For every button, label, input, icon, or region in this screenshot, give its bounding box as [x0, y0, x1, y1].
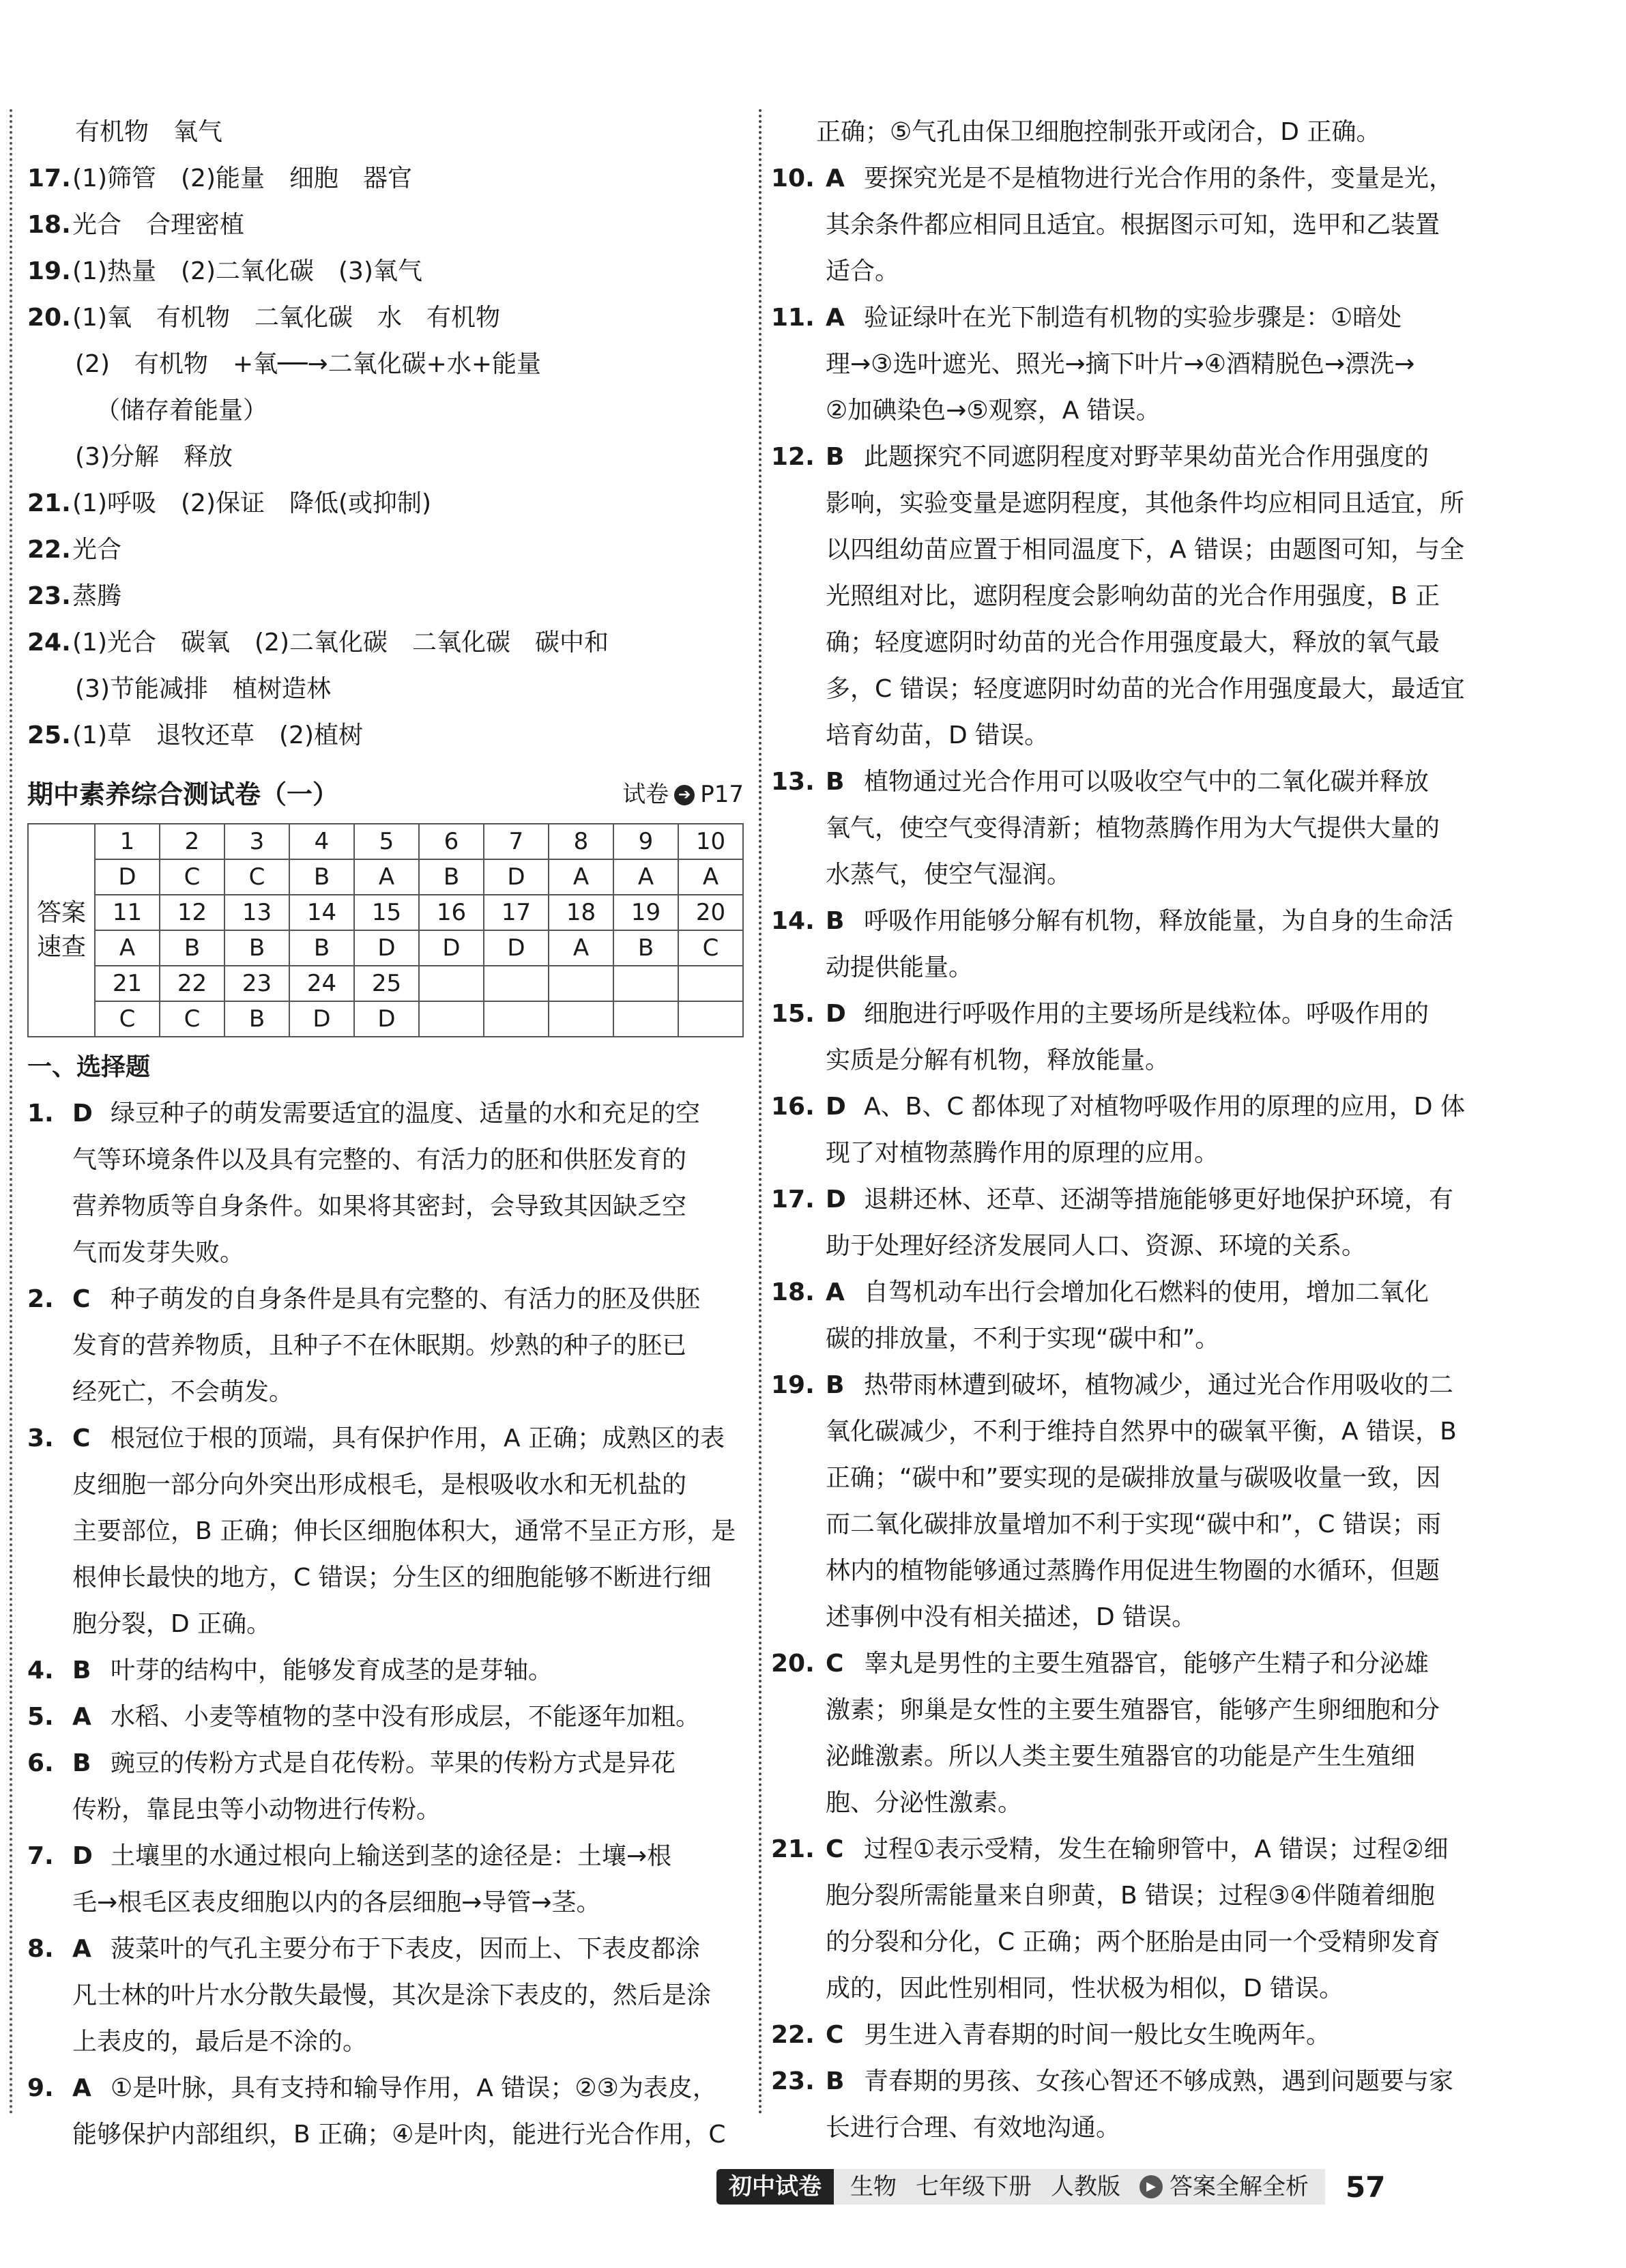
answer-table-cell: 2: [160, 824, 224, 859]
answer-table-row: [28, 966, 743, 1001]
continued-answer-16: 有机物 氧气: [75, 118, 223, 146]
footer-subject: 生物: [850, 2173, 897, 2200]
answer-table-cell: 7: [484, 824, 549, 859]
answer-table-cell: 13: [224, 895, 289, 930]
answer-table-row: [28, 1001, 743, 1037]
answer-letter: C: [72, 1285, 91, 1313]
answer-table-row: [28, 895, 743, 930]
answer-table-cell: B: [160, 930, 224, 966]
answer-letter: A: [72, 2074, 91, 2102]
answer-letter: B: [72, 1656, 91, 1684]
answer-table-cell: D: [484, 859, 549, 895]
question-number: 2.: [27, 1285, 54, 1313]
answer-table-cell: C: [160, 1001, 224, 1037]
answer-table-cell: 18: [549, 895, 613, 930]
answer-letter: C: [826, 2021, 844, 2049]
explanation-continued-line: 泌雌激素。所以人类主要生殖器官的功能是产生生殖细: [826, 1742, 1416, 1770]
answer-21: 21.(1)呼吸 (2)保证 降低(或抑制): [27, 489, 432, 517]
column-divider: [759, 109, 761, 2116]
explanation-item: [771, 991, 1487, 1084]
explanation-continued-line: 毛→根毛区表皮细胞以内的各层细胞→导管→茎。: [72, 1889, 601, 1917]
explanation-continued-line: 根伸长最快的地方，C 错误；分生区的细胞能够不断进行细: [72, 1564, 712, 1592]
explanation-continued-line: 多，C 错误；轻度遮阴时幼苗的光合作用强度最大，最适宜: [826, 675, 1465, 703]
explanation-item: [27, 1926, 744, 2065]
explanation-first-line: [27, 1276, 744, 1323]
answer-table-cell: A: [613, 859, 678, 895]
answer-table-cell: B: [613, 930, 678, 966]
question-number: 22.: [771, 2021, 815, 2049]
answer-letter: A: [826, 1278, 845, 1306]
answer-table-cell: A: [354, 859, 419, 895]
question-number: 8.: [27, 1935, 54, 1963]
explanation-first-line: [771, 898, 1487, 945]
answer-table-cell: B: [419, 859, 484, 895]
explanation-text: 根冠位于根的顶端，具有保护作用，A 正确；成熟区的表: [111, 1424, 725, 1452]
explanation-item: [771, 1826, 1487, 2012]
answer-letter: B: [826, 443, 845, 471]
question-number: 12.: [771, 443, 815, 471]
answer-table-row: [28, 930, 743, 966]
question-number: 1.: [27, 1100, 54, 1128]
explanation-text: 绿豆种子的萌发需要适宜的温度、适量的水和充足的空: [111, 1100, 701, 1128]
answer-20-note: （储存着能量）: [96, 397, 268, 425]
explanation-text: 叶芽的结构中，能够发育成茎的是芽轴。: [111, 1656, 553, 1684]
answer-table-cell: A: [549, 859, 613, 895]
answer-table-side-label: 答案 速查: [28, 824, 95, 1037]
explanation-continued-line: 能够保护内部组织，B 正确；④是叶肉，能进行光合作用，C: [72, 2121, 726, 2149]
explanation-continued-line: 的分裂和分化，C 正确；两个胚胎是由同一个受精卵发育: [826, 1928, 1440, 1956]
explanation-continued-line: 影响，实验变量是遮阴程度，其他条件均应相同且适宜，所: [826, 489, 1465, 517]
answer-table-cell: C: [95, 1001, 160, 1037]
explanation-text: ①是叶脉，具有支持和输导作用，A 错误；②③为表皮，: [111, 2074, 717, 2102]
explanation-continued-line: 激素；卵巢是女性的主要生殖器官，能够产生卵细胞和分: [826, 1696, 1440, 1724]
answer-table-cell: [484, 966, 549, 1001]
explanation-first-line: [27, 1416, 744, 1462]
explanation-first-line: [771, 1269, 1487, 1316]
answer-table-cell: D: [419, 930, 484, 966]
explanation-text: 豌豆的传粉方式是自花传粉。苹果的传粉方式是异花: [111, 1749, 676, 1777]
explanation-continued-line: 碳的排放量，不利于实现“碳中和”。: [826, 1325, 1220, 1353]
answer-table-cell: 22: [160, 966, 224, 1001]
explanation-continued-line: 其余条件都应相同且适宜。根据图示可知，选甲和乙装置: [826, 211, 1440, 239]
explanation-first-line: [771, 1362, 1487, 1409]
answer-table-cell: 21: [95, 966, 160, 1001]
explanation-text: 呼吸作用能够分解有机物，释放能量，为自身的生命活: [864, 907, 1454, 935]
explanation-continued-line: 现了对植物蒸腾作用的原理的应用。: [826, 1139, 1219, 1167]
explanation-first-line: [771, 991, 1487, 1037]
explanation-item: [771, 1641, 1487, 1826]
explanation-continued-line: 传粉，靠昆虫等小动物进行传粉。: [72, 1796, 441, 1824]
explanation-continued-line: 上表皮的，最后是不涂的。: [72, 2028, 368, 2056]
footer-edition: 人教版: [1051, 2173, 1120, 2200]
explanation-text: 验证绿叶在光下制造有机物的实验步骤是：①暗处: [864, 304, 1402, 332]
explanation-continued-line: 长进行合理、有效地沟通。: [826, 2114, 1121, 2142]
answer-table-cell: 10: [678, 824, 743, 859]
answer-table-cell: 23: [224, 966, 289, 1001]
answer-table-cell: B: [289, 930, 354, 966]
explanation-continued-line: 培育幼苗，D 错误。: [826, 721, 1049, 749]
question-number: 21.: [771, 1835, 815, 1863]
answer-table-cell: C: [224, 859, 289, 895]
explanation-first-line: [27, 1648, 744, 1694]
explanation-first-line: [771, 1084, 1487, 1130]
section-title: 期中素养综合测试卷（一）: [27, 779, 339, 809]
binding-edge-dots: [10, 109, 12, 2116]
answer-table-cell: 3: [224, 824, 289, 859]
explanation-continued-line: 氧气，使空气变得清新；植物蒸腾作用为大气提供大量的: [826, 814, 1440, 842]
answer-table-cell: 5: [354, 824, 419, 859]
question-number: 11.: [771, 304, 815, 332]
answer-table-cell: 20: [678, 895, 743, 930]
answer-17: 17.(1)筛管 (2)能量 细胞 器官: [27, 164, 412, 192]
answer-letter: A: [72, 1703, 91, 1731]
arrow-right-icon: ➔: [674, 785, 695, 805]
question-number: 4.: [27, 1656, 54, 1684]
answer-table-cell: 11: [95, 895, 160, 930]
page-footer: [716, 2169, 1385, 2205]
answer-table-cell: B: [289, 859, 354, 895]
explanation-continued-line: 气等环境条件以及具有完整的、有活力的胚和供胚发育的: [72, 1146, 687, 1174]
explanation-text: 土壤里的水通过根向上输送到茎的途径是：土壤→根: [111, 1842, 672, 1870]
answer-table-cell: A: [678, 859, 743, 895]
answer-table-cell: 25: [354, 966, 419, 1001]
question-number: 9.: [27, 2074, 54, 2102]
explanation-first-line: [771, 295, 1487, 341]
answer-table-cell: B: [224, 1001, 289, 1037]
explanation-continued-line: 凡士林的叶片水分散失最慢，其次是涂下表皮的，然后是涂: [72, 1981, 712, 2009]
question-number: 19.: [771, 1371, 815, 1399]
answer-letter: D: [72, 1842, 93, 1870]
answer-table-row: [28, 824, 743, 859]
explanation-first-line: [27, 1926, 744, 1972]
answer-letter: C: [826, 1650, 844, 1678]
subhead-choice-questions: 一、选择题: [27, 1053, 151, 1081]
explanation-text: A、B、C 都体现了对植物呼吸作用的原理的应用，D 体: [864, 1093, 1466, 1121]
explanation-continued-line: 动提供能量。: [826, 953, 974, 981]
explanation-continued-line: 氧化碳减少，不利于维持自然界中的碳氧平衡，A 错误，B: [826, 1418, 1457, 1446]
explanation-first-line: [27, 1694, 744, 1740]
explanation-continued-line: 确；轻度遮阴时幼苗的光合作用强度最大，释放的氧气最: [826, 629, 1440, 657]
answer-20-part3: (3)分解 释放: [75, 443, 233, 471]
footer-info: [834, 2169, 1325, 2205]
answer-letter: B: [826, 907, 845, 935]
explanation-continued-line: 正确；“碳中和”要实现的是碳排放量与碳吸收量一致，因: [826, 1464, 1441, 1492]
explanation-item: [771, 1177, 1487, 1269]
explanation-continued-line: 林内的植物能够通过蒸腾作用促进生物圈的水循环，但题: [826, 1557, 1440, 1585]
answer-letter: B: [826, 1371, 845, 1399]
question-number: 20.: [771, 1650, 815, 1678]
answer-table-cell: D: [95, 859, 160, 895]
answer-letter: D: [826, 1093, 846, 1121]
explanation-continued-line: 气而发芽失败。: [72, 1239, 245, 1267]
answer-letter: A: [826, 304, 845, 332]
explanation-text: 种子萌发的自身条件是具有完整的、有活力的胚及供胚: [111, 1285, 701, 1313]
explanation-first-line: [771, 2058, 1487, 2105]
explanation-continued-line: 实质是分解有机物，释放能量。: [826, 1046, 1170, 1074]
explanation-continued-line: 营养物质等自身条件。如果将其密封，会导致其因缺乏空: [72, 1192, 687, 1220]
question-number: 3.: [27, 1424, 54, 1452]
answer-table-cell: 16: [419, 895, 484, 930]
question-number: 23.: [771, 2067, 815, 2095]
explanation-text: 男生进入青春期的时间一般比女生晚两年。: [864, 2021, 1331, 2049]
explanation-item: [27, 2065, 744, 2158]
explanation-item: [771, 2012, 1487, 2058]
question-number: 15.: [771, 1000, 815, 1028]
answer-letter: B: [72, 1749, 91, 1777]
answer-table-cell: 4: [289, 824, 354, 859]
explanation-continued-line: 主要部位，B 正确；伸长区细胞体积大，通常不呈正方形，是: [72, 1517, 736, 1545]
explanation-first-line: [27, 1833, 744, 1880]
answer-20: 20.(1)氧 有机物 二氧化碳 水 有机物: [27, 304, 500, 332]
question-number: 14.: [771, 907, 815, 935]
explanation-item: [771, 759, 1487, 898]
answer-table-row: [28, 859, 743, 895]
explanation-item: [27, 1648, 744, 1694]
explanation-continued-line: 成的，因此性别相同，性状极为相似，D 错误。: [826, 1975, 1344, 2003]
answer-table-cell: 1: [95, 824, 160, 859]
explanation-text: 热带雨林遭到破坏，植物减少，通过光合作用吸收的二: [864, 1371, 1454, 1399]
answer-table-cell: A: [95, 930, 160, 966]
answer-table-cell: [678, 1001, 743, 1037]
question-number: 13.: [771, 768, 815, 796]
question-number: 17.: [771, 1186, 815, 1214]
question-number: 10.: [771, 164, 815, 192]
explanation-first-line: [771, 434, 1487, 480]
answer-23: 23.蒸腾: [27, 582, 122, 610]
section-header: [27, 763, 744, 820]
explanation-continued-line: 水蒸气，使空气湿润。: [826, 861, 1072, 889]
explanation-continued-line: 胞分裂所需能量来自卵黄，B 错误；过程③④伴随着细胞: [826, 1882, 1435, 1910]
answer-table-cell: [549, 1001, 613, 1037]
answer-letter: C: [826, 1835, 844, 1863]
explanation-text: 睾丸是男性的主要生殖器官，能够产生精子和分泌雄: [864, 1650, 1429, 1678]
explanation-first-line: [771, 1826, 1487, 1873]
explanation-text: 水稻、小麦等植物的茎中没有形成层，不能逐年加粗。: [111, 1703, 701, 1731]
answer-22: 22.光合: [27, 536, 122, 564]
explanation-item: [27, 1740, 744, 1833]
answer-24-part3: (3)节能减排 植树造林: [75, 675, 331, 703]
answer-table-cell: D: [289, 1001, 354, 1037]
answer-table-cell: 15: [354, 895, 419, 930]
explanation-text: 过程①表示受精，发生在输卵管中，A 错误；过程②细: [864, 1835, 1449, 1863]
answer-table-cell: [419, 1001, 484, 1037]
answer-letter: D: [826, 1186, 846, 1214]
explanation-first-line: [771, 2012, 1487, 2058]
explanation-text: 此题探究不同遮阴程度对野苹果幼苗光合作用强度的: [864, 443, 1429, 471]
answer-24: 24.(1)光合 碳氧 (2)二氧化碳 二氧化碳 碳中和: [27, 629, 609, 657]
explanation-item: [771, 1084, 1487, 1177]
explanation-continued-line: 胞、分泌性激素。: [826, 1789, 1023, 1817]
footer-grade: 七年级下册: [916, 2173, 1032, 2200]
explanation-continued-line: 发育的营养物质，且种子不在休眠期。炒熟的种子的胚已: [72, 1332, 687, 1360]
explanation-continued-line: 助于处理好经济发展同人口、资源、环境的关系。: [826, 1232, 1367, 1260]
answer-table-cell: [613, 1001, 678, 1037]
answer-table-cell: [419, 966, 484, 1001]
explanation-first-line: [771, 1177, 1487, 1223]
explanation-first-line: [27, 1091, 744, 1137]
explanation-continued-line: 胞分裂，D 正确。: [72, 1610, 272, 1638]
answer-table-cell: 8: [549, 824, 613, 859]
continued-answer-9: 正确；⑤气孔由保卫细胞控制张开或闭合，D 正确。: [816, 118, 1381, 146]
answer-quick-table: [27, 823, 744, 1037]
answer-25: 25.(1)草 退牧还草 (2)植树: [27, 721, 363, 749]
answer-table-cell: [549, 966, 613, 1001]
answer-table-cell: D: [354, 930, 419, 966]
explanation-continued-line: 经死亡，不会萌发。: [72, 1378, 294, 1406]
answer-table-cell: 6: [419, 824, 484, 859]
answer-letter: B: [826, 2067, 845, 2095]
right-entries: [771, 156, 1487, 2151]
answer-table-cell: 17: [484, 895, 549, 930]
explanation-continued-line: ②加碘染色→⑤观察，A 错误。: [826, 397, 1161, 425]
explanation-continued-line: 以四组幼苗应置于相同温度下，A 错误；由题图可知，与全: [826, 536, 1465, 564]
explanation-first-line: [771, 759, 1487, 805]
left-column: [27, 109, 744, 2158]
answer-18: 18.光合 合理密植: [27, 211, 245, 239]
explanation-continued-line: 理→③选叶遮光、照光→摘下叶片→④酒精脱色→漂洗→: [826, 350, 1415, 378]
question-number: 18.: [771, 1278, 815, 1306]
answer-table-cell: C: [160, 859, 224, 895]
answer-table-cell: 9: [613, 824, 678, 859]
page-number: 57: [1346, 2170, 1386, 2204]
answer-19: 19.(1)热量 (2)二氧化碳 (3)氧气: [27, 257, 422, 285]
explanation-item: [771, 1269, 1487, 1362]
answer-table-cell: 19: [613, 895, 678, 930]
explanation-item: [27, 1416, 744, 1648]
question-number: 5.: [27, 1703, 54, 1731]
explanation-text: 细胞进行呼吸作用的主要场所是线粒体。呼吸作用的: [864, 1000, 1429, 1028]
explanation-continued-line: 光照组对比，遮阴程度会影响幼苗的光合作用强度，B 正: [826, 582, 1440, 610]
explanation-first-line: [27, 1740, 744, 1787]
answer-letter: D: [826, 1000, 846, 1028]
answer-letter: B: [826, 768, 845, 796]
explanation-text: 植物通过光合作用可以吸收空气中的二氧化碳并释放: [864, 768, 1429, 796]
explanation-text: 青春期的男孩、女孩心智还不够成熟，遇到问题要与家: [864, 2067, 1454, 2095]
answer-table-cell: 14: [289, 895, 354, 930]
answer-letter: A: [72, 1935, 91, 1963]
explanation-text: 退耕还林、还草、还湖等措施能够更好地保护环境，有: [864, 1186, 1454, 1214]
footer-series: 答案全解全析: [1170, 2173, 1309, 2200]
explanation-item: [771, 156, 1487, 295]
explanation-item: [27, 1694, 744, 1740]
answer-letter: A: [826, 164, 845, 192]
explanation-item: [771, 1362, 1487, 1641]
question-number: 7.: [27, 1842, 54, 1870]
explanation-item: [771, 898, 1487, 991]
explanation-item: [27, 1833, 744, 1926]
explanation-item: [27, 1276, 744, 1416]
explanation-first-line: [27, 2065, 744, 2112]
explanation-text: 自驾机动车出行会增加化石燃料的使用，增加二氧化: [864, 1278, 1429, 1306]
explanation-first-line: [771, 156, 1487, 202]
explanation-text: 要探究光是不是植物进行光合作用的条件，变量是光，: [864, 164, 1454, 192]
explanation-continued-line: 而二氧化碳排放量增加不利于实现“碳中和”，C 错误；雨: [826, 1510, 1441, 1538]
section-ref: 试卷 ➔ P17: [622, 780, 744, 808]
question-number: 16.: [771, 1093, 815, 1121]
answer-table-cell: A: [549, 930, 613, 966]
answer-table-cell: C: [678, 930, 743, 966]
explanation-continued-line: 述事例中没有相关描述，D 错误。: [826, 1603, 1197, 1631]
answer-table-cell: B: [224, 930, 289, 966]
footer-brand: 初中试卷: [716, 2169, 834, 2205]
answer-letter: D: [72, 1100, 93, 1128]
explanation-item: [771, 434, 1487, 759]
explanation-continued-line: 适合。: [826, 257, 900, 285]
answer-table-cell: [678, 966, 743, 1001]
answer-20-part2: (2) 有机物 +氧──→二氧化碳+水+能量: [75, 350, 541, 378]
explanation-item: [27, 1091, 744, 1276]
answer-table-cell: 24: [289, 966, 354, 1001]
answer-table-cell: 12: [160, 895, 224, 930]
answer-letter: C: [72, 1424, 91, 1452]
right-column: [771, 109, 1487, 2151]
answer-table-cell: D: [484, 930, 549, 966]
answer-table-cell: D: [354, 1001, 419, 1037]
explanation-item: [771, 2058, 1487, 2151]
answer-table-cell: [613, 966, 678, 1001]
answer-table-cell: [484, 1001, 549, 1037]
play-icon: ▶: [1139, 2175, 1163, 2198]
left-entries: [27, 1091, 744, 2158]
explanation-item: [771, 295, 1487, 434]
explanation-text: 菠菜叶的气孔主要分布于下表皮，因而上、下表皮都涂: [111, 1935, 701, 1963]
question-number: 6.: [27, 1749, 54, 1777]
explanation-first-line: [771, 1641, 1487, 1687]
explanation-continued-line: 皮细胞一部分向外突出形成根毛，是根吸收水和无机盐的: [72, 1471, 687, 1499]
